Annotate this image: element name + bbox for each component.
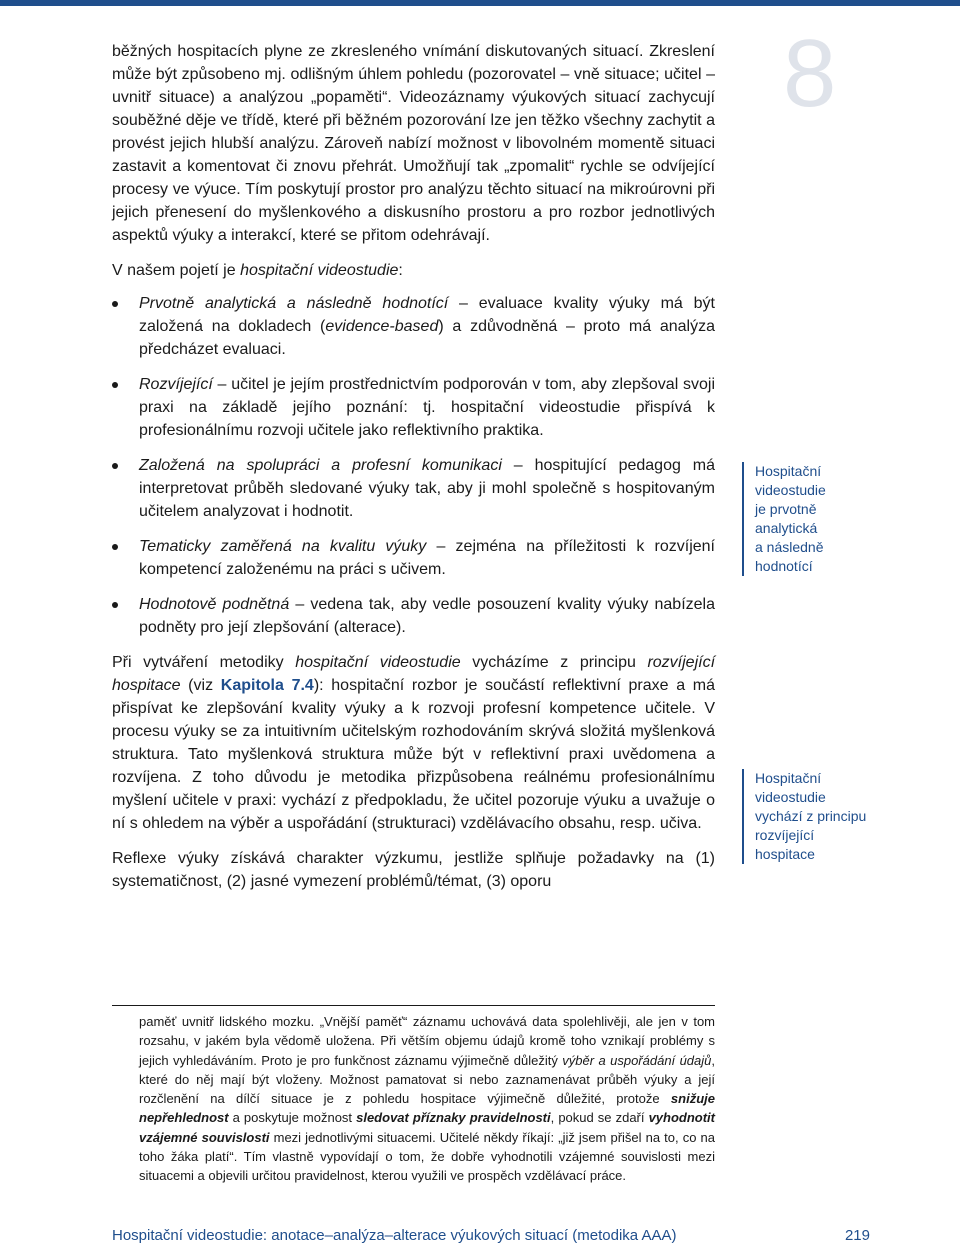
chapter-link[interactable]: Kapitola 7.4 xyxy=(220,677,314,694)
main-text xyxy=(112,40,715,905)
p3-text-d: ): hospitační rozbor je součástí reflektivní praxe a má přispívat ke zlepšování kvality výuky a k rozvoji profesní kompetence učitele. V procesu výuky se za intuitivním učitelským rozhodováním skrývá složitá myšlenková struktura. Tato myšlenková struktura může být v reflektivní praxi uvědomena a rozvíjena. Z toho důvodu je metodika přizpůsobena reálnému profesionálnímu myšlení učitele v praxi: vychází z předpokladu, že učitel pozoruje výuku a uvažuje o ní s ohledem na výběr a uspořádání (strukturaci) vzdělávacího obsahu, resp. učiva. xyxy=(112,677,716,832)
bullet-text: – hospitující pedagog má interpretovat průběh sledované výuky tak, aby ji mohl společně s hospitovaným učitelem analyzovat i hodnotit. xyxy=(139,457,716,520)
footnote-emphasis: snižuje nepřehlednost xyxy=(139,1091,715,1126)
top-rule xyxy=(0,0,960,6)
margin-note-line: videostudie xyxy=(755,482,826,498)
bullet-text-2: ) a zdůvodněná – proto má analýza předcházet evaluaci. xyxy=(139,318,716,358)
margin-note-1 xyxy=(742,462,895,576)
footnote-emphasis: vyhodnotit vzájemné souvislosti xyxy=(139,1110,715,1145)
paragraph-1: běžných hospitacích plyne ze zkresleného vnímání diskutovaných situací. Zkreslení může být způsobeno mj. odlišným úhlem pohledu (pozorovatel – vně situace; učitel – uvnitř situace) a analýzou „popaměti“. Videozáznamy výukových situací zachycují souběžné děje ve třídě, které při běžném pozorování lze jen těžko všechny zachytit a provést jejich hlubší analýzu. Zároveň nabízí možnost v libovolném momentě situaci zastavit a komentovat či znovu přehrát. Umožňují tak „zpomalit“ rychle se odvíjející procesy ve výuce. Tím poskytují prostor pro analýzu těchto situací na mikroúrovni při jejich přenesení do myšlenkového a diskusního prostoru a pro rozbor jednotlivých aspektů výuky a interakcí, které se přitom odehrávají. xyxy=(112,43,715,244)
bullet-list xyxy=(112,292,715,639)
bullet-item-1 xyxy=(112,292,715,361)
bullet-term: Prvotně analytická a následně hodnotící xyxy=(139,295,449,312)
bullet-dot xyxy=(112,544,118,550)
p2-text: V našem pojetí je xyxy=(112,262,241,279)
bullet-dot xyxy=(112,463,118,469)
bullet-item-4 xyxy=(112,535,715,581)
paragraph-3 xyxy=(112,651,715,835)
footnote-text: , pokud se zdaří xyxy=(550,1110,649,1126)
margin-note-line: hospitace xyxy=(755,846,815,862)
margin-note-line: Hospitační xyxy=(755,770,822,786)
footnote-emphasis: výběr a uspořádání údajů xyxy=(562,1052,712,1068)
margin-note-line: hodnotící xyxy=(755,558,813,574)
footnote-text: a poskytuje možnost xyxy=(228,1110,357,1126)
footer-title: Hospitační videostudie: anotace–analýza–alterace výukových situací (metodika AAA) xyxy=(112,1227,677,1244)
p3-emphasis-2: rozvíjející hospitace xyxy=(112,654,716,694)
margin-note-line: analytická xyxy=(755,520,818,536)
bullet-term: Tematicky zaměřená na kvalitu výuky xyxy=(139,538,427,555)
footnote-text: mezi jednotlivými situacemi. Učitelé někdy říkají: „již jsem přišel na to, co na toho žáka platí“. Tím vlastně vypovídají o tom, že dobře vyhodnotili vzájemné souvislosti mezi situacemi a objevili určitou pravidelnost, kterou využili ve prospěch vzdělávací práce. xyxy=(139,1129,715,1184)
paragraph-4: Reflexe výuky získává charakter výzkumu, jestliže splňuje požadavky na (1) systematičnost, (2) jasné vymezení problémů/témat, (3) oporu xyxy=(112,850,715,890)
footnote-text: , které do něj mají být vloženy. Možnost pamatovat si nebo zaznamenávat průběh výuky a její rozčlenění na dílčí situace je z pohledu hospitace výjimečně důležité, protože xyxy=(139,1052,715,1107)
p2-emphasis: hospitační videostudie xyxy=(240,262,399,279)
p3-text-a: Při vytváření metodiky xyxy=(112,654,296,671)
bullet-item-5 xyxy=(112,593,715,639)
bullet-text: – zejména na příležitosti k rozvíjení kompetencí založenému na práci s učivem. xyxy=(139,538,715,578)
bullet-dot xyxy=(112,301,118,307)
bullet-text: – evaluace kvality výuky má být založená na dokladech ( xyxy=(139,295,715,335)
bullet-item-3 xyxy=(112,454,715,523)
p2-colon: : xyxy=(398,262,403,279)
chapter-number: 8 xyxy=(783,20,837,127)
p3-text-b: vycházíme z principu xyxy=(460,654,648,671)
bullet-term: Hodnotově podnětná xyxy=(139,596,290,613)
bullet-term-2: evidence-based xyxy=(325,318,439,335)
margin-note-2 xyxy=(742,769,895,864)
margin-note-line: vychází z principu xyxy=(755,808,867,824)
p3-text-c: (viz xyxy=(180,677,221,694)
margin-note-line: je prvotně xyxy=(755,501,817,517)
footnote-emphasis: sledovat příznaky pravidelnosti xyxy=(356,1110,551,1126)
bullet-term: Rozvíjející xyxy=(139,376,213,393)
p3-emphasis-1: hospitační videostudie xyxy=(295,654,461,671)
margin-note-line: rozvíjející xyxy=(755,827,815,843)
bullet-dot xyxy=(112,382,118,388)
bullet-text: – vedena tak, aby vedle posouzení kvality výuky nabízela podněty pro její zlepšování (alterace). xyxy=(139,596,715,636)
bullet-dot xyxy=(112,602,118,608)
bullet-item-2 xyxy=(112,373,715,442)
footnote-rule xyxy=(112,1005,715,1006)
footnote xyxy=(139,1012,715,1186)
footnote-text: paměť uvnitř lidského mozku. „Vnější paměť“ záznamu uchovává data spolehlivěji, ale jen v tom rozsahu, v jakém byla vědomě uložena. Při větším objemu údajů kromě toho vznikají problémy s jejich vyhledáváním. Proto je pro funkčnost záznamu výjimečně důležitý xyxy=(139,1014,715,1068)
margin-note-line: videostudie xyxy=(755,789,826,805)
bullet-term: Založená na spolupráci a profesní komunikaci xyxy=(139,457,502,474)
page-number: 219 xyxy=(844,1227,870,1244)
margin-note-line: a následně xyxy=(755,539,824,555)
paragraph-2 xyxy=(112,259,715,282)
bullet-text: – učitel je jejím prostřednictvím podporován v tom, aby zlepšoval svoji praxi na základě jejího poznání: tj. hospitační videostudie přispívá k profesionálnímu rozvoji učitele jako reflektivního praktika. xyxy=(139,376,715,439)
margin-note-line: Hospitační xyxy=(755,463,822,479)
